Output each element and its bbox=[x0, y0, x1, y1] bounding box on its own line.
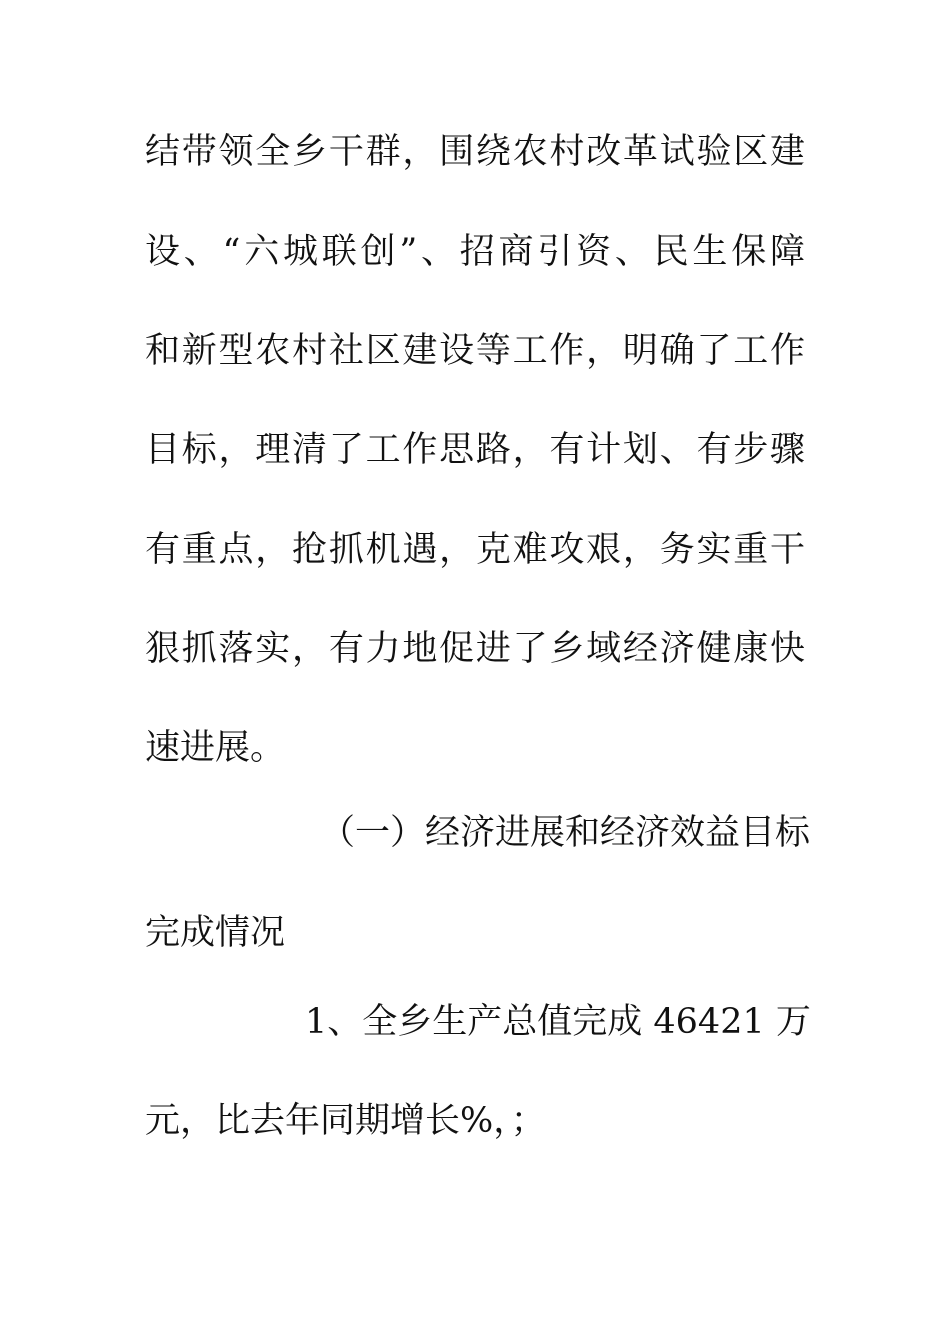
item-1-line-2: 元，比去年同期增长%，； bbox=[145, 1101, 546, 1141]
paragraph-line-1: 结带领全乡干群，围绕农村改革试验区建 bbox=[145, 132, 805, 172]
paragraph-line-3: 和新型农村社区建设等工作，明确了工作 bbox=[145, 331, 805, 371]
item-1-line-1: 1、全乡生产总值完成 46421 万 bbox=[305, 1002, 811, 1042]
paragraph-line-7: 速进展。 bbox=[145, 728, 286, 768]
paragraph-line-4: 目标，理清了工作思路，有计划、有步骤 bbox=[145, 430, 805, 470]
paragraph-line-6: 狠抓落实，有力地促进了乡域经济健康快 bbox=[145, 629, 805, 669]
section-heading: （一）经济进展和经济效益目标 bbox=[320, 813, 811, 853]
paragraph-line-2: 设、“六城联创”、招商引资、民生保障 bbox=[145, 232, 805, 272]
section-heading-continued: 完成情况 bbox=[145, 913, 286, 953]
paragraph-line-5: 有重点，抢抓机遇，克难攻艰，务实重干 bbox=[145, 530, 805, 570]
